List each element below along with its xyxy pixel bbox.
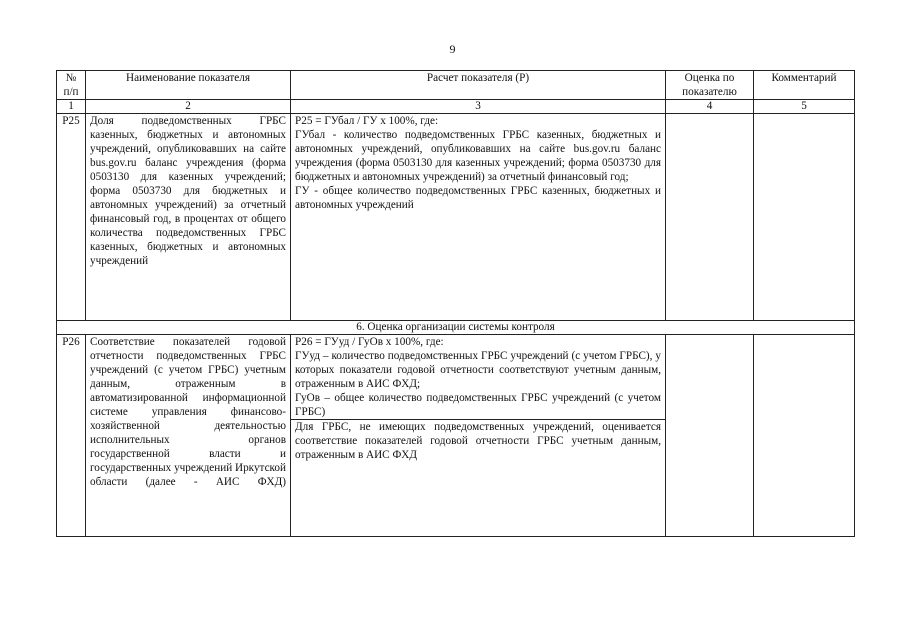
indicator-calculation	[291, 114, 666, 321]
indicator-name: Соответствие показателей годовой отчетности подведомственных ГРБС учреждений (с учетом ГРБС) учетным данным, отраженным в автоматизированной информационной системе управления финансово-хозяйственной деятельностью исполнительных органов государственной власти и государственных учреждений Иркутской области (далее - АИС ФХД)	[86, 335, 291, 537]
row-code: Р25	[57, 114, 86, 321]
column-number: 1	[57, 100, 86, 114]
indicator-comment	[754, 114, 855, 321]
indicator-score	[666, 335, 754, 537]
row-code: Р26	[57, 335, 86, 537]
indicators-table	[56, 70, 855, 537]
column-numbers-row	[57, 100, 855, 114]
header-indicator-name: Наименование показателя	[86, 71, 291, 100]
column-number: 2	[86, 100, 291, 114]
calc-definition: ГУ - общее количество подведомственных ГРБС казенных, бюджетных и автономных учреждений	[295, 185, 661, 211]
column-number: 4	[666, 100, 754, 114]
calc-formula: Р26 = ГУуд / ГуОв х 100%, где:	[295, 336, 444, 348]
indicator-name: Доля подведомственных ГРБС казенных, бюджетных и автономных учреждений, опубликовавших на сайте bus.gov.ru баланс учреждения (форма 0503130 для казенных учреждений; форма 0503730 для бюджетных и автономных учреждений) за отчетный финансовый год, в процентах от общего количества подведомственных ГРБС казенных, бюджетных и автономных учреждений	[86, 114, 291, 321]
calc-definition: ГуОв – общее количество подведомственных ГРБС учреждений (с учетом ГРБС)	[295, 392, 661, 418]
calc-definition: ГУуд – количество подведомственных ГРБС учреждений (с учетом ГРБС), у которых показатели годовой отчетности соответствуют учетным данным, отраженным в АИС ФХД;	[295, 350, 661, 390]
page-number: 9	[449, 42, 456, 56]
column-number: 5	[754, 100, 855, 114]
section-row	[57, 321, 855, 335]
table-row-r26	[57, 335, 855, 537]
header-score: Оценка по показателю	[666, 71, 754, 100]
table-header-row	[57, 71, 855, 100]
header-calculation: Расчет показателя (Р)	[291, 71, 666, 100]
indicator-score	[666, 114, 754, 321]
calc-formula: Р25 = ГУбал / ГУ х 100%, где:	[295, 115, 439, 127]
header-comment: Комментарий	[754, 71, 855, 100]
table-row-r25	[57, 114, 855, 321]
calc-note: Для ГРБС, не имеющих подведомственных учреждений, оценивается соответствие показателей годовой отчетности ГРБС учетным данным, отраженным в АИС ФХД	[291, 419, 665, 462]
indicator-calculation	[291, 335, 666, 537]
calc-definition: ГУбал - количество подведомственных ГРБС казенных, бюджетных и автономных учреждений, опубликовавших на сайте bus.gov.ru баланс учреждения (форма 0503130 для казенных учреждений; форма 0503730 для бюджетных и автономных учреждений) за отчетный финансовый год;	[295, 129, 661, 183]
section-title: 6. Оценка организации системы контроля	[57, 321, 855, 335]
header-number: № п/п	[57, 71, 86, 100]
column-number: 3	[291, 100, 666, 114]
indicator-comment	[754, 335, 855, 537]
